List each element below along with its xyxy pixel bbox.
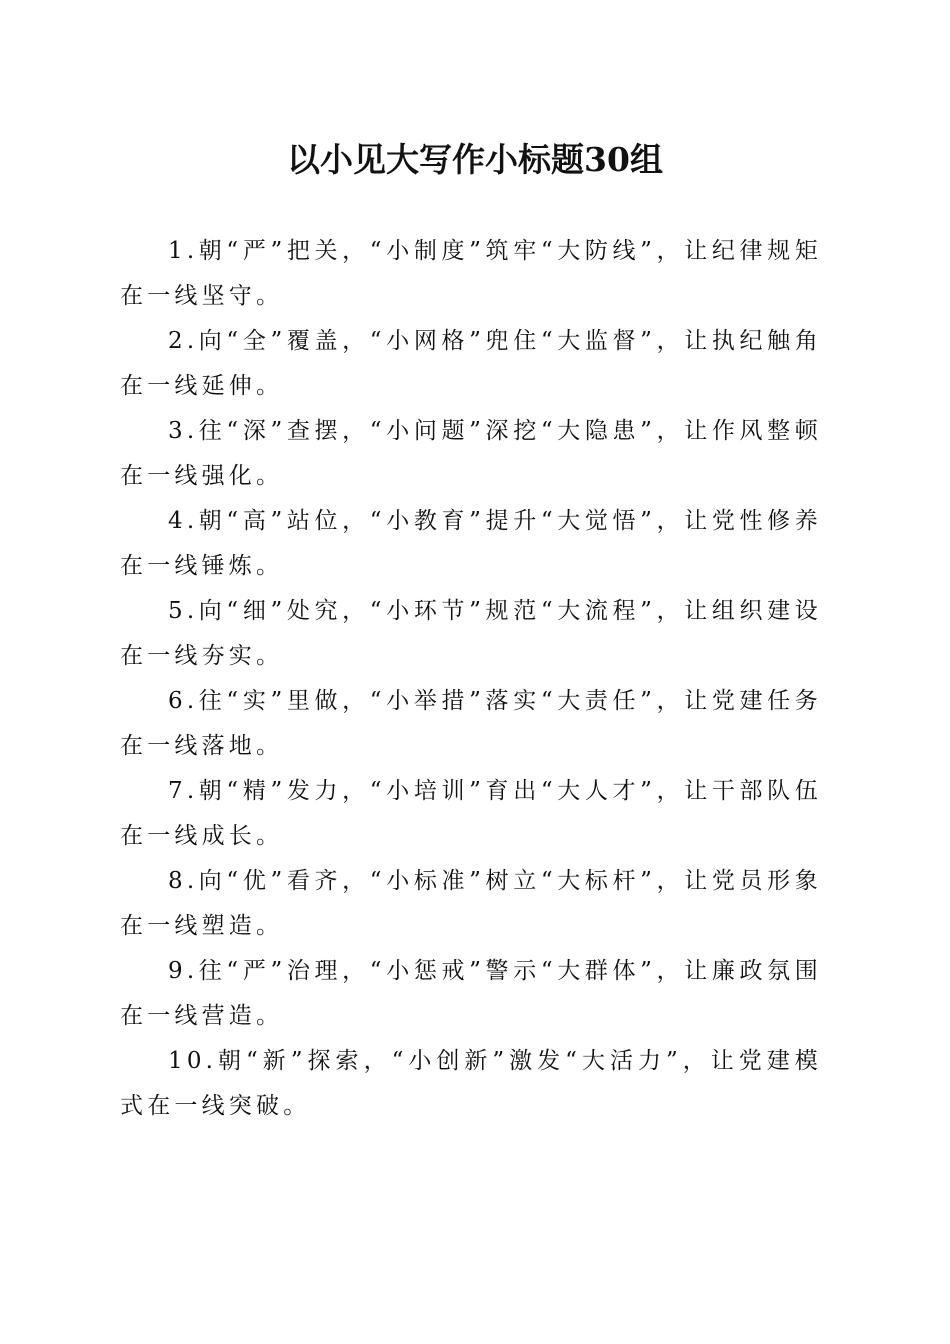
paragraph-8: 8.向“优”看齐，“小标准”树立“大标杆”，让党员形象在一线塑造。 — [120, 868, 822, 939]
document-title: 以小见大写作小标题30组 — [287, 140, 663, 179]
paragraph-1: 1.朝“严”把关，“小制度”筑牢“大防线”，让纪律规矩在一线坚守。 — [120, 238, 822, 309]
document-body — [120, 229, 822, 1129]
paragraph-4: 4.朝“高”站位，“小教育”提升“大觉悟”，让党性修养在一线锤炼。 — [120, 508, 822, 579]
paragraph-2: 2.向“全”覆盖，“小网格”兜住“大监督”，让执纪触角在一线延伸。 — [120, 328, 822, 399]
paragraph-5: 5.向“细”处究，“小环节”规范“大流程”，让组织建设在一线夯实。 — [120, 598, 822, 669]
paragraph-10: 10.朝“新”探索，“小创新”激发“大活力”，让党建模式在一线突破。 — [120, 1048, 822, 1119]
paragraph-9: 9.往“严”治理，“小惩戒”警示“大群体”，让廉政氛围在一线营造。 — [120, 958, 822, 1029]
paragraph-7: 7.朝“精”发力，“小培训”育出“大人才”，让干部队伍在一线成长。 — [120, 778, 822, 849]
paragraph-3: 3.往“深”查摆，“小问题”深挖“大隐患”，让作风整顿在一线强化。 — [120, 418, 822, 489]
paragraph-6: 6.往“实”里做，“小举措”落实“大责任”，让党建任务在一线落地。 — [120, 688, 822, 759]
